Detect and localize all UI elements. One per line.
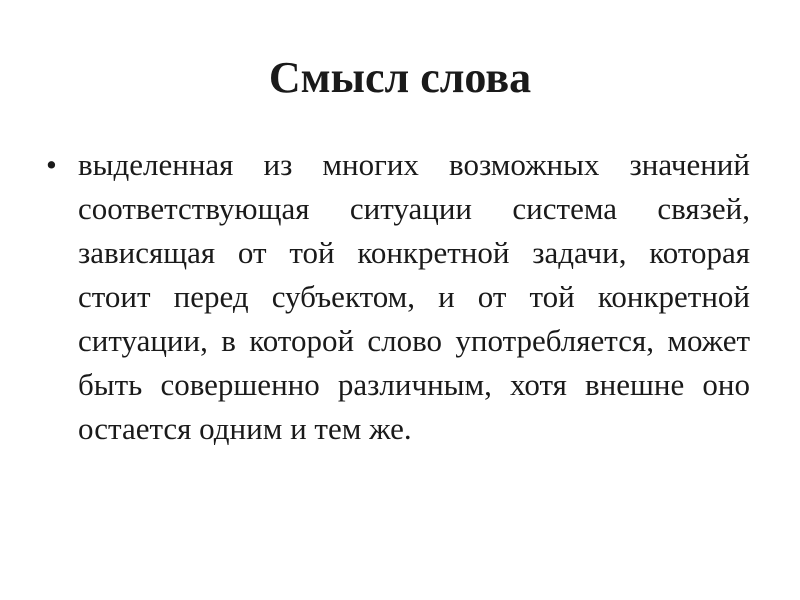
bullet-text: выделенная из многих возможных значений соответствующая ситуации система связей, зависящая от той конкретной задачи, которая стоит перед субъектом, и от той конкретной ситуации, в которой слово употребляется, может быть совершенно различным, хотя внешне оно остается одним и тем же.	[78, 147, 750, 446]
bullet-list	[40, 143, 750, 451]
bullet-icon: •	[46, 147, 57, 182]
slide-title: Смысл слова	[268, 53, 532, 102]
bullet-item	[40, 143, 750, 451]
